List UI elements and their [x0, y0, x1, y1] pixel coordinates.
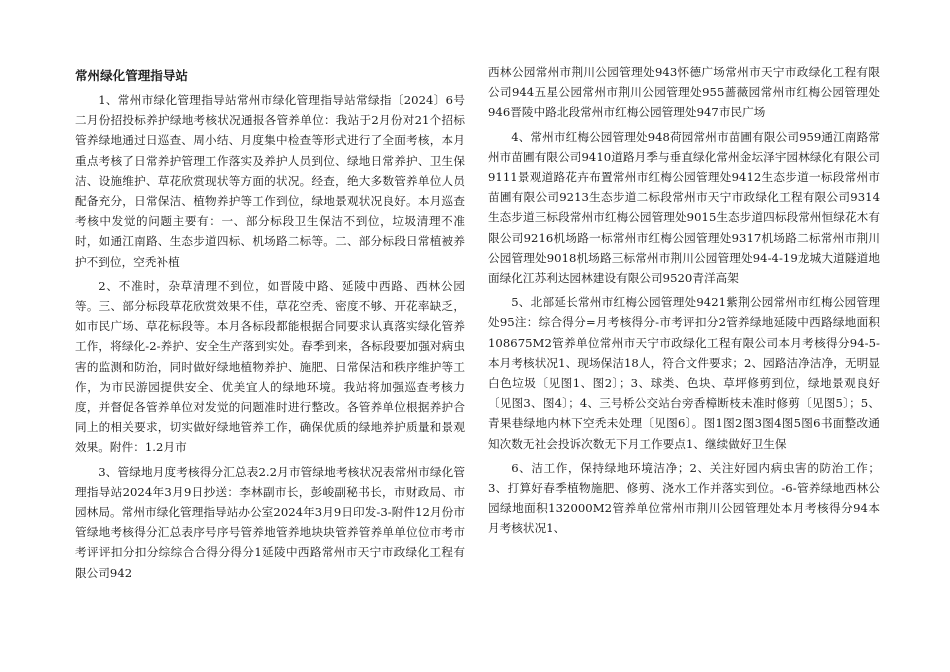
document-title: 常州绿化管理指导站 [75, 68, 188, 83]
right-column [488, 62, 880, 543]
paragraph-4: 4、常州市红梅公园管理处948荷园常州市苗圃有限公司959通江南路常州市苗圃有限公司9410道路月季与垂直绿化常州金坛泽宇园林绿化有限公司9111景观道路花卉布置常州市红梅公园管理处9412生态步道一标段常州市苗圃有限公司9213生态步道二标段常州市天宁市政绿化工程有限公司9314生态步道三标段常州市红梅公园管理处9015生态步道四标段常州恒绿花木有限公司9216机场路一标常州市红梅公园管理处9317机场路二标常州市荆川公园管理处9018机场路三标常州市荆川公园管理处94-4-19龙城大道隧道地面绿化江苏利达园林建设有限公司9520青洋高架 [488, 129, 880, 286]
paragraph-2: 2、不准时，杂草清理不到位，如晋陵中路、延陵中西路、西林公园等。三、部分标段草花欣赏效果不佳，草花空秃、密度不够、开花率缺乏，如市民广场、草花标段等。本月各标段都能根据合同要求认真落实绿化管养工作，将绿化-2-养护、安全生产落到实处。春季到来，各标段要加强对病虫害的监测和防治，同时做好绿地植物养护、施肥、日常保洁和秩序维护等工作，为市民游园提供安全、优美宜人的绿地环境。我站将加强巡查考核力度，并督促各管养单位对发觉的问题准时进行整改。各管养单位根据养护合同上的相关要求，切实做好绿地管养工作，确保优质的绿地养护质量和景观效果。附件：1.2月市 [75, 278, 465, 455]
paragraph-1: 1、常州市绿化管理指导站常州市绿化管理指导站常绿指〔2024〕6号二月份招投标养护绿地考核状况通报各管养单位：我站于2月份对21个招标管养绿地通过日巡查、周小结、月度集中检查等形式进行了全面考核，本月重点考核了日常养护管理工作落实及养护人员到位、绿地日常养护、卫生保洁、设施维护、草花欣赏现状等方面的状况。经查，绝大多数管养单位人员配备充分，日常保洁、植物养护等工作到位，绿地景观状况良好。本月巡查考核中发觉的问题主要有：一、部分标段卫生保洁不到位，垃圾清理不准时，如通江南路、生态步道四标、机场路二标等。二、部分标段日常植被养护不到位，空秃补植 [75, 93, 465, 269]
paragraph-5: 5、北部延长常州市红梅公园管理处9421紫荆公园常州市红梅公园管理处95注：综合得分=月考核得分-市考评扣分2管养绿地延陵中西路绿地面积108675M2管养单位常州市天宁市政绿化工程有限公司本月考核得分94-5-本月考核状况1、现场保洁18人，符合文件要求；2、园路洁净洁净，无明显白色垃圾〔见图1、图2〕；3、球类、色块、草坪修剪到位，绿地景观良好〔见图3、图4〕；4、三号桥公交站台旁香樟断枝未准时修剪〔见图5〕；5、青果巷绿地内林下空秃未处理〔见图6〕。图1图2图3图4图5图6书面整改通知次数无社会投诉次数无下月工作要点1、继续做好卫生保 [488, 295, 880, 451]
paragraph-3: 3、管绿地月度考核得分汇总表2.2月市管绿地考核状况表常州市绿化管理指导站2024年3月9日抄送：李林副市长，彭峻副秘书长，市财政局、市园林局。常州市绿化管理指导站办公室2024年3月9日印发-3-附件12月份市管绿地考核得分汇总表序号序号管养地管养地块块管养管养单单位位市考市考评评扣分扣分综综合合得分得分1延陵中西路常州市天宁市政绿化工程有限公司942 [75, 464, 465, 580]
paragraph-3-continued: 西林公园常州市荆川公园管理处943怀德广场常州市天宁市政绿化工程有限公司944五星公园常州市荆川公园管理处955蔷薇园常州市红梅公园管理处946晋陵中路北段常州市红梅公园管理处947市民广场 [488, 65, 880, 120]
paragraph-6: 6、洁工作，保持绿地环境洁净；2、关注好园内病虫害的防治工作；3、打算好春季植物施肥、修剪、浇水工作并落实到位。-6-管养绿地西林公园绿地面积132000M2管养单位常州市荆川公园管理处本月考核得分94本月考核状况1、 [488, 460, 880, 536]
left-column [75, 62, 465, 587]
